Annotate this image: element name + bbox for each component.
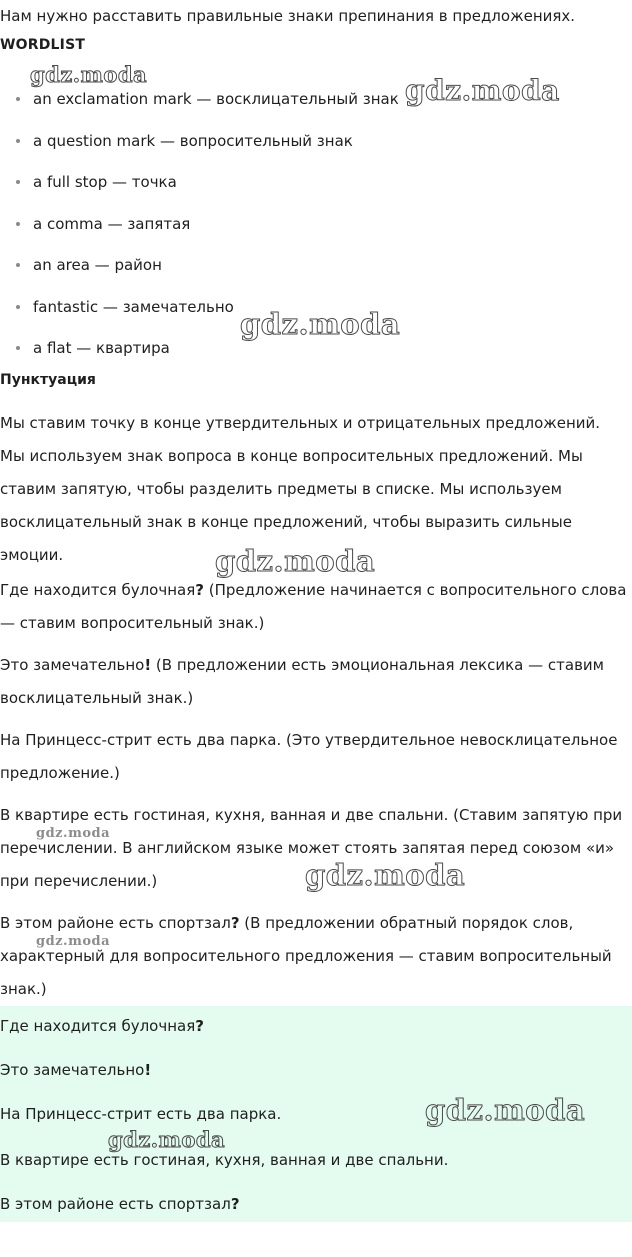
explanation-note: (Ставим запятую при перечислении. В английском языке может стоять запятая перед союзом «и» при перечислении.) [0, 806, 623, 890]
bullet-icon [16, 97, 20, 101]
watermark: gdz.moda [305, 858, 466, 892]
wordlist-entry: a comma — запятая [33, 214, 191, 233]
punctuation-mark: ? [195, 581, 204, 599]
wordlist-heading: WORDLIST [0, 37, 86, 53]
watermark: gdz.moda [108, 1127, 226, 1152]
bullet-icon [16, 346, 20, 350]
explanation-paragraph [0, 649, 628, 715]
explanation-note: (В предложении обратный порядок слов, характерный для вопросительного предложения — ставим вопросительный знак.) [0, 914, 612, 998]
explanation-sentence: Это замечательно [0, 656, 145, 674]
wordlist-entry: a question mark — вопросительный знак [33, 131, 353, 150]
answer-sentence: На Принцесс-стрит есть два парка. [0, 1105, 282, 1123]
explanation-sentence: В этом районе есть спортзал [0, 914, 231, 932]
punctuation-mark: ? [230, 1195, 240, 1213]
wordlist-entry: a flat — квартира [33, 339, 170, 357]
explanation-paragraph [0, 907, 628, 1006]
punctuation-heading: Пунктуация [0, 372, 96, 388]
answer-sentence: В этом районе есть спортзал [0, 1195, 231, 1213]
punctuation-mark: ! [144, 1061, 152, 1079]
list-item [0, 130, 600, 172]
explanation-sentence: На Принцесс-стрит есть два парка. [0, 731, 282, 749]
answer-line [0, 1015, 204, 1037]
list-item [0, 213, 600, 255]
wordlist-entry: an area — район [33, 256, 162, 274]
punctuation-mark: ? [195, 1017, 204, 1035]
bullet-icon [16, 222, 20, 226]
watermark: gdz.moda [30, 62, 148, 87]
bullet-icon [16, 263, 20, 267]
watermark: gdz.moda [36, 934, 111, 949]
answer-line [0, 1193, 240, 1215]
answer-line [0, 1059, 151, 1081]
punctuation-paragraph: Мы ставим точку в конце утвердительных и отрицательных предложений. Мы используем знак вопроса в конце вопросительных предложений. Мы ставим запятую, чтобы разделить предметы в списке. Мы используем восклицательный знак в конце предложений, чтобы выразить сильные эмоции. [0, 414, 601, 564]
explanation-paragraph [0, 724, 628, 790]
explanation-note: (Предложение начинается с вопросительного слова — ставим вопросительный знак.) [0, 581, 627, 632]
bullet-icon [16, 305, 20, 309]
explanation-sentence: Где находится булочная [0, 581, 196, 599]
answer-sentence: Это замечательно [0, 1061, 145, 1079]
answer-sentence: В квартире есть гостиная, кухня, ванная и две спальни. [0, 1151, 449, 1169]
list-item [0, 171, 600, 213]
wordlist-entry: a full stop — точка [33, 173, 177, 191]
watermark: gdz.moda [215, 544, 376, 578]
list-item [0, 254, 600, 296]
explanation-note: (В предложении есть эмоциональная лексика — ставим восклицательный знак.) [0, 656, 604, 707]
explanation-sentence: В квартире есть гостиная, кухня, ванная и две спальни. [0, 806, 449, 824]
explanation-note: (Это утвердительное невосклицательное предложение.) [0, 731, 618, 782]
answer-line [0, 1103, 281, 1125]
watermark: gdz.moda [425, 1093, 586, 1127]
bullet-icon [16, 180, 20, 184]
watermark: gdz.moda [240, 307, 401, 341]
punctuation-mark: ? [230, 914, 240, 932]
wordlist-entry: an exclamation mark — восклицательный знак [33, 90, 399, 108]
explanation-paragraph [0, 574, 628, 640]
watermark: gdz.moda [36, 826, 111, 841]
punctuation-mark: ! [144, 656, 152, 674]
watermark: gdz.moda [405, 74, 560, 107]
answer-line [0, 1149, 448, 1171]
wordlist-entry: fantastic — замечательно [33, 297, 234, 316]
intro-text: Нам нужно расставить правильные знаки препинания в предложениях. [0, 7, 576, 25]
bullet-icon [16, 139, 20, 143]
answer-sentence: Где находится булочная [0, 1017, 196, 1035]
